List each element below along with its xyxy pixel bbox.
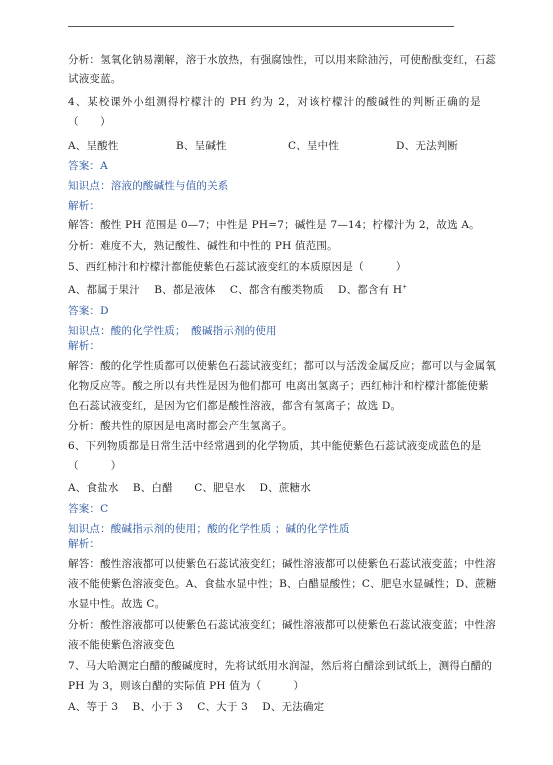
question-6-note-line-2: 液不能使紫色溶液变色: [68, 639, 175, 651]
question-6-solution-line-3: 水显中性。故选 C。: [68, 598, 166, 610]
option-a: A、呈酸性: [68, 140, 119, 152]
question-6-note-line-1: 分析：酸性溶液都可以使紫色石蕊试液变红；碱性溶液都可以使紫色石蕊试液变蓝；中性溶: [68, 619, 496, 631]
question-6-answer: 答案：C: [68, 503, 109, 515]
question-4-analysis-label: 解析：: [68, 200, 101, 212]
question-5-note: 分析：酸共性的原因是电离时都会产生氢离子。: [68, 420, 293, 432]
question-7-options: A、等于 3 B、小于 3 C、大于 3 D、无法确定: [68, 701, 325, 713]
option-d: D、无法判断: [396, 140, 459, 152]
question-5-solution-line-2: 化物反应等。酸之所以有共性是因为他们都可 电离出氢离子；西红柿汁和柠檬汁都能使紫: [68, 380, 489, 392]
question-6-knowledge: 知识点：酸碱指示剂的使用；酸的化学性质 ；碱的化学性质: [68, 523, 350, 535]
question-4-solution: 解答：酸性 PH 范围是 0—7；中性是 PH=7；碱性是 7—14；柠檬汁为 2，故选 A。: [68, 219, 480, 231]
superscript-plus: +: [402, 283, 408, 291]
header-rule: [68, 26, 454, 27]
question-7-stem-line-1: 7、马大哈测定白醋的酸碱度时，先将试纸用水润湿，然后将白醋涂到试纸上，测得白醋的: [68, 660, 493, 672]
question-6-stem: 6、下列物质都是日常生活中经常遇到的化学物质，其中能使紫色石蕊试液变成蓝色的是: [68, 440, 482, 452]
question-5-knowledge: 知识点：酸的化学性质； 酸碱指示剂的使用: [68, 325, 277, 337]
question-7-stem-line-2: PH 为 3，则该白醋的实际值 PH 值为（ ）: [68, 680, 305, 692]
question-6-solution-line-1: 解答：酸性溶液都可以使紫色石蕊试液变红；碱性溶液都可以使紫色石蕊试液变蓝；中性溶: [68, 558, 496, 570]
question-6-options: A、食盐水 B、白醋 C、肥皂水 D、蔗糖水: [68, 482, 311, 494]
question-4-paren: （ ）: [68, 116, 111, 128]
question-4-knowledge: 知识点：溶液的酸碱性与值的关系: [68, 180, 229, 192]
question-5-solution-line-1: 解答：酸的化学性质都可以使紫色石蕊试液变红；都可以与活泼金属反应；都可以与金属氧: [68, 360, 496, 372]
question-4-answer: 答案：A: [68, 160, 108, 172]
question-5-options: A、都属于果汁 B、都是液体 C、都含有酸类物质 D、都含有 H+: [68, 283, 408, 296]
question-4-note: 分析：难度不大，熟记酸性、碱性和中性的 PH 值范围。: [68, 240, 338, 252]
question-5-stem: 5、西红柿汁和柠檬汁都能使紫色石蕊试液变红的本质原因是（ ）: [68, 261, 407, 273]
option-b: B、呈碱性: [176, 140, 227, 152]
question-5-analysis-label: 解析：: [68, 340, 101, 352]
option-c: C、呈中性: [288, 140, 340, 152]
question-4-stem: 4、某校课外小组测得柠檬汁的 PH 约为 2，对该柠檬汁的酸碱性的判断正确的是: [68, 96, 481, 108]
question-6-solution-line-2: 液不能使紫色溶液变色。A、食盐水显中性；B、白醋显酸性；C、肥皂水显碱性；D、蔗糖: [68, 578, 497, 590]
question-5-answer: 答案：D: [68, 305, 109, 317]
prev-analysis-line-2: 试液变蓝。: [68, 73, 122, 85]
prev-analysis-line-1: 分析：氢氧化钠易潮解，溶于水放热，有强腐蚀性，可以用来除油污，可使酚酞变红，石蕊: [68, 54, 496, 66]
question-6-paren: （ ）: [68, 460, 122, 472]
question-5-solution-line-3: 色石蕊试液变红，是因为它们都是酸性溶液，都含有氢离子；故选 D。: [68, 400, 402, 412]
question-4-options: [68, 140, 458, 153]
question-6-analysis-label: 解析：: [68, 538, 101, 550]
